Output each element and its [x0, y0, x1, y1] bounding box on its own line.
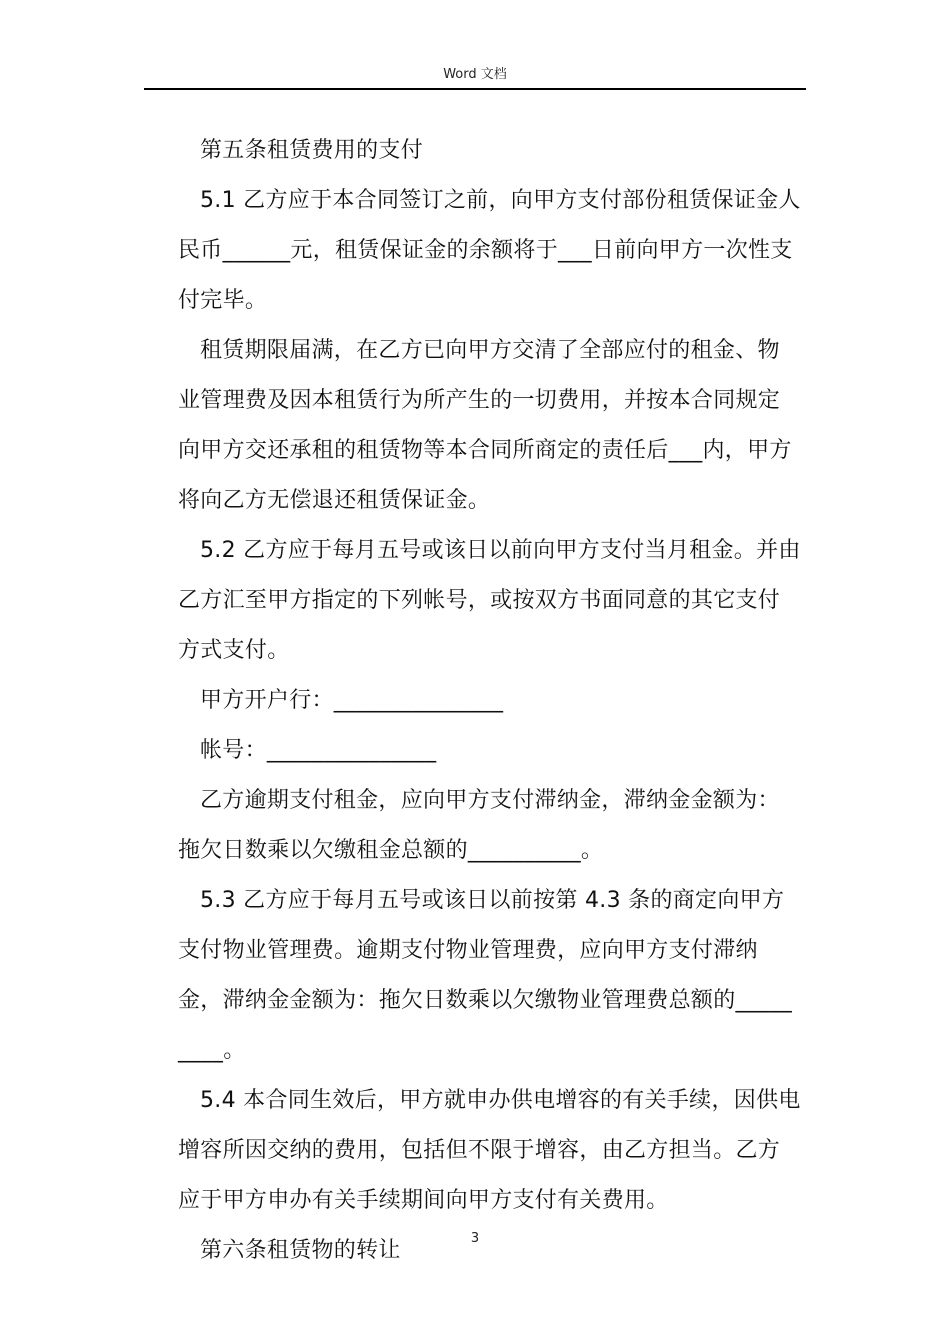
paragraph-deposit-refund: 租赁期限届满，在乙方已向甲方交清了全部应付的租金、物业管理费及因本租赁行为所产生的一切费用，并按本合同规定向甲方交还承租的租赁物等本合同所商定的责任后___内，甲方将向乙方无偿退还租赁保证金。	[178, 338, 792, 513]
document-body	[178, 126, 802, 1276]
field-bank: 甲方开户行：_______________	[200, 688, 504, 713]
paragraph-5-4: 5.4 本合同生效后，甲方就申办供电增容的有关手续，因供电增容所因交纳的费用，包括但不限于增容，由乙方担当。乙方应于甲方申办有关手续期间向甲方支付有关费用。	[178, 1088, 801, 1213]
header-divider	[144, 88, 806, 90]
page-number: 3	[470, 1231, 480, 1246]
field-account: 帐号：_______________	[200, 738, 437, 763]
paragraph-late-rent: 乙方逾期支付租金，应向甲方支付滞纳金，滞纳金金额为：拖欠日数乘以欠缴租金总额的__________。	[178, 788, 780, 863]
paragraph-5-3: 5.3 乙方应于每月五号或该日以前按第 4.3 条的商定向甲方支付物业管理费。逾期支付物业管理费，应向甲方支付滞纳金，滞纳金金额为：拖欠日数乘以欠缴物业管理费总额的_________。	[178, 888, 793, 1063]
section-heading-6: 第六条租赁物的转让	[200, 1238, 401, 1263]
paragraph-5-2: 5.2 乙方应于每月五号或该日以前向甲方支付当月租金。并由乙方汇至甲方指定的下列帐号，或按双方书面同意的其它支付方式支付。	[178, 538, 801, 663]
document-header: Word 文档	[443, 67, 507, 82]
paragraph-5-1: 5.1 乙方应于本合同签订之前，向甲方支付部份租赁保证金人民币______元，租赁保证金的余额将于___日前向甲方一次性支付完毕。	[178, 188, 801, 313]
section-heading-5: 第五条租赁费用的支付	[200, 138, 424, 163]
